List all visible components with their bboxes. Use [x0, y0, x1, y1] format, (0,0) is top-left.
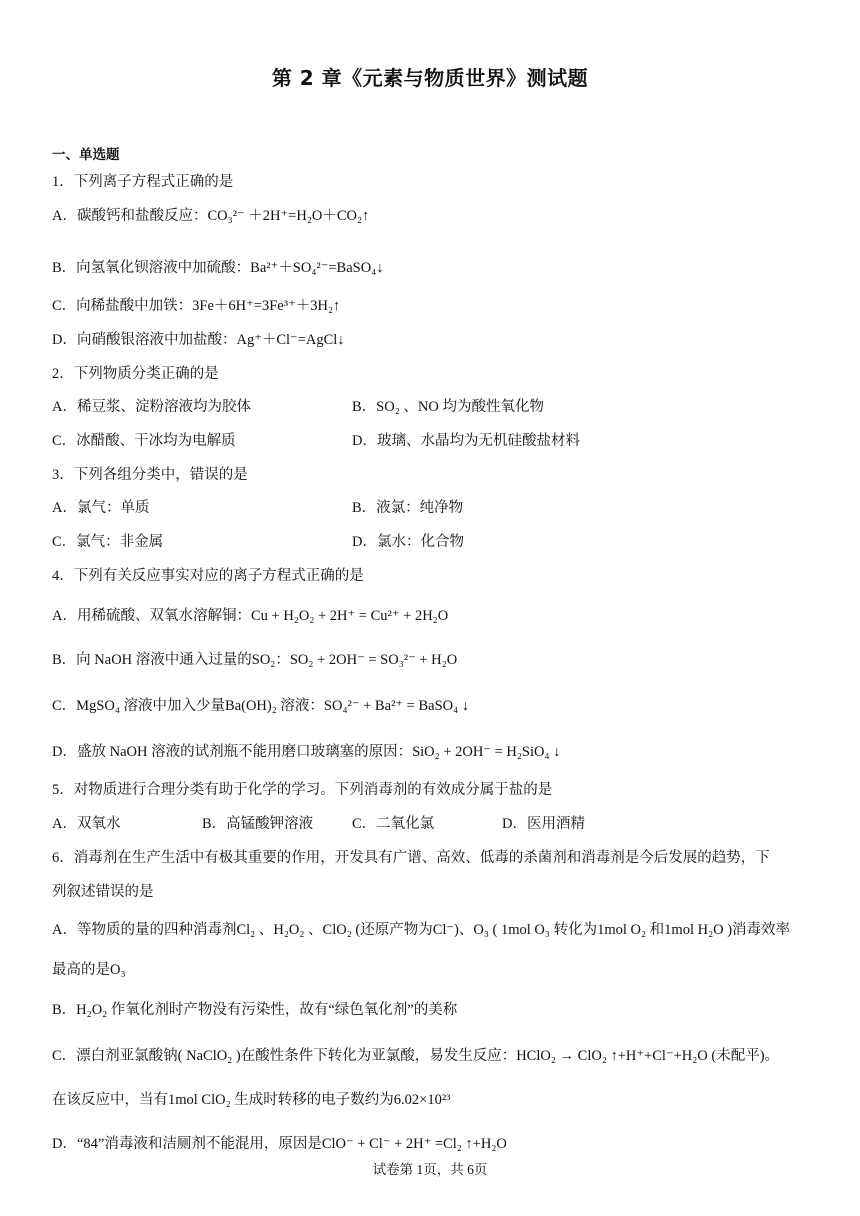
q4-option-b: B．向 NaOH 溶液中通入过量的SO₂：SO₂ + 2OH⁻ = SO₃²⁻ + H₂O — [52, 652, 458, 668]
question-5: 5．对物质进行合理分类有助于化学的学习。下列消毒剂的有效成分属于盐的是 — [52, 782, 553, 798]
question-6: 6．消毒剂在生产生活中有极其重要的作用，开发具有广谱、高效、低毒的杀菌剂和消毒剂是今后发展的趋势，下 — [52, 850, 770, 866]
q4-option-a: A．用稀硫酸、双氧水溶解铜：Cu + H₂O₂ + 2H⁺ = Cu²⁺ + 2H₂O — [52, 608, 449, 624]
q2-option-b: B．SO₂ 、NO 均为酸性氧化物 — [352, 399, 544, 415]
q6-option-b: B．H₂O₂ 作氧化剂时产物没有污染性，故有“绿色氧化剂”的美称 — [52, 1002, 458, 1018]
q2-option-a: A．稀豆浆、淀粉溶液均为胶体 — [52, 399, 251, 415]
q6-option-d: D．“84”消毒液和洁厕剂不能混用，原因是ClO⁻ + Cl⁻ + 2H⁺ =Cl₂ ↑+H₂O — [52, 1136, 507, 1152]
q5-option-c: C．二氧化氯 — [352, 816, 435, 832]
q6-option-c-cont: 在该反应中，当有1mol ClO₂ 生成时转移的电子数约为6.02×10²³ — [52, 1092, 451, 1108]
question-1: 1．下列离子方程式正确的是 — [52, 174, 234, 190]
q5-option-b: B．高锰酸钾溶液 — [202, 816, 314, 832]
page-title: 第 2 章《元素与物质世界》测试题 — [271, 66, 589, 90]
q6-option-a-cont: 最高的是O₃ — [52, 962, 126, 978]
q1-option-b: B．向氢氧化钡溶液中加硫酸：Ba²⁺＋SO₄²⁻=BaSO₄↓ — [52, 260, 384, 276]
question-6-cont: 列叙述错误的是 — [52, 884, 154, 900]
q6-option-c: C．漂白剂亚氯酸钠( NaClO₂ )在酸性条件下转化为亚氯酸，易发生反应：HClO₂ → ClO₂ ↑+H⁺+Cl⁻+H₂O (未配平)。 — [52, 1048, 780, 1064]
section-heading: 一、单选题 — [52, 147, 120, 163]
q1-option-c: C．向稀盐酸中加铁：3Fe＋6H⁺=3Fe³⁺＋3H₂↑ — [52, 298, 341, 314]
question-4: 4．下列有关反应事实对应的离子方程式正确的是 — [52, 568, 364, 584]
question-2: 2．下列物质分类正确的是 — [52, 366, 219, 382]
q3-option-a: A．氯气：单质 — [52, 500, 150, 516]
q4-option-d: D．盛放 NaOH 溶液的试剂瓶不能用磨口玻璃塞的原因：SiO₂ + 2OH⁻ = H₂SiO₄ ↓ — [52, 744, 561, 760]
q3-option-c: C．氯气：非金属 — [52, 534, 164, 550]
q5-option-d: D．医用酒精 — [502, 816, 585, 832]
q6-option-a: A．等物质的量的四种消毒剂Cl₂ 、H₂O₂ 、ClO₂ (还原产物为Cl⁻)、O₃ ( 1mol O₃ 转化为1mol O₂ 和1mol H₂O )消毒效率 — [52, 922, 791, 938]
q4-option-c: C．MgSO₄ 溶液中加入少量Ba(OH)₂ 溶液：SO₄²⁻ + Ba²⁺ = BaSO₄ ↓ — [52, 698, 470, 714]
q2-option-c: C．冰醋酸、干冰均为电解质 — [52, 433, 236, 449]
q3-option-d: D．氯水：化合物 — [352, 534, 464, 550]
question-3: 3．下列各组分类中，错误的是 — [52, 467, 248, 483]
q1-option-a: A．碳酸钙和盐酸反应：CO₃²⁻ ＋2H⁺=H₂O＋CO₂↑ — [52, 208, 370, 224]
page-footer: 试卷第 1页，共 6页 — [372, 1162, 488, 1177]
q1-option-d: D．向硝酸银溶液中加盐酸：Ag⁺＋Cl⁻=AgCl↓ — [52, 332, 345, 348]
q2-option-d: D．玻璃、水晶均为无机硅酸盐材料 — [352, 433, 580, 449]
q3-option-b: B．液氯：纯净物 — [352, 500, 464, 516]
q5-option-a: A．双氧水 — [52, 816, 121, 832]
